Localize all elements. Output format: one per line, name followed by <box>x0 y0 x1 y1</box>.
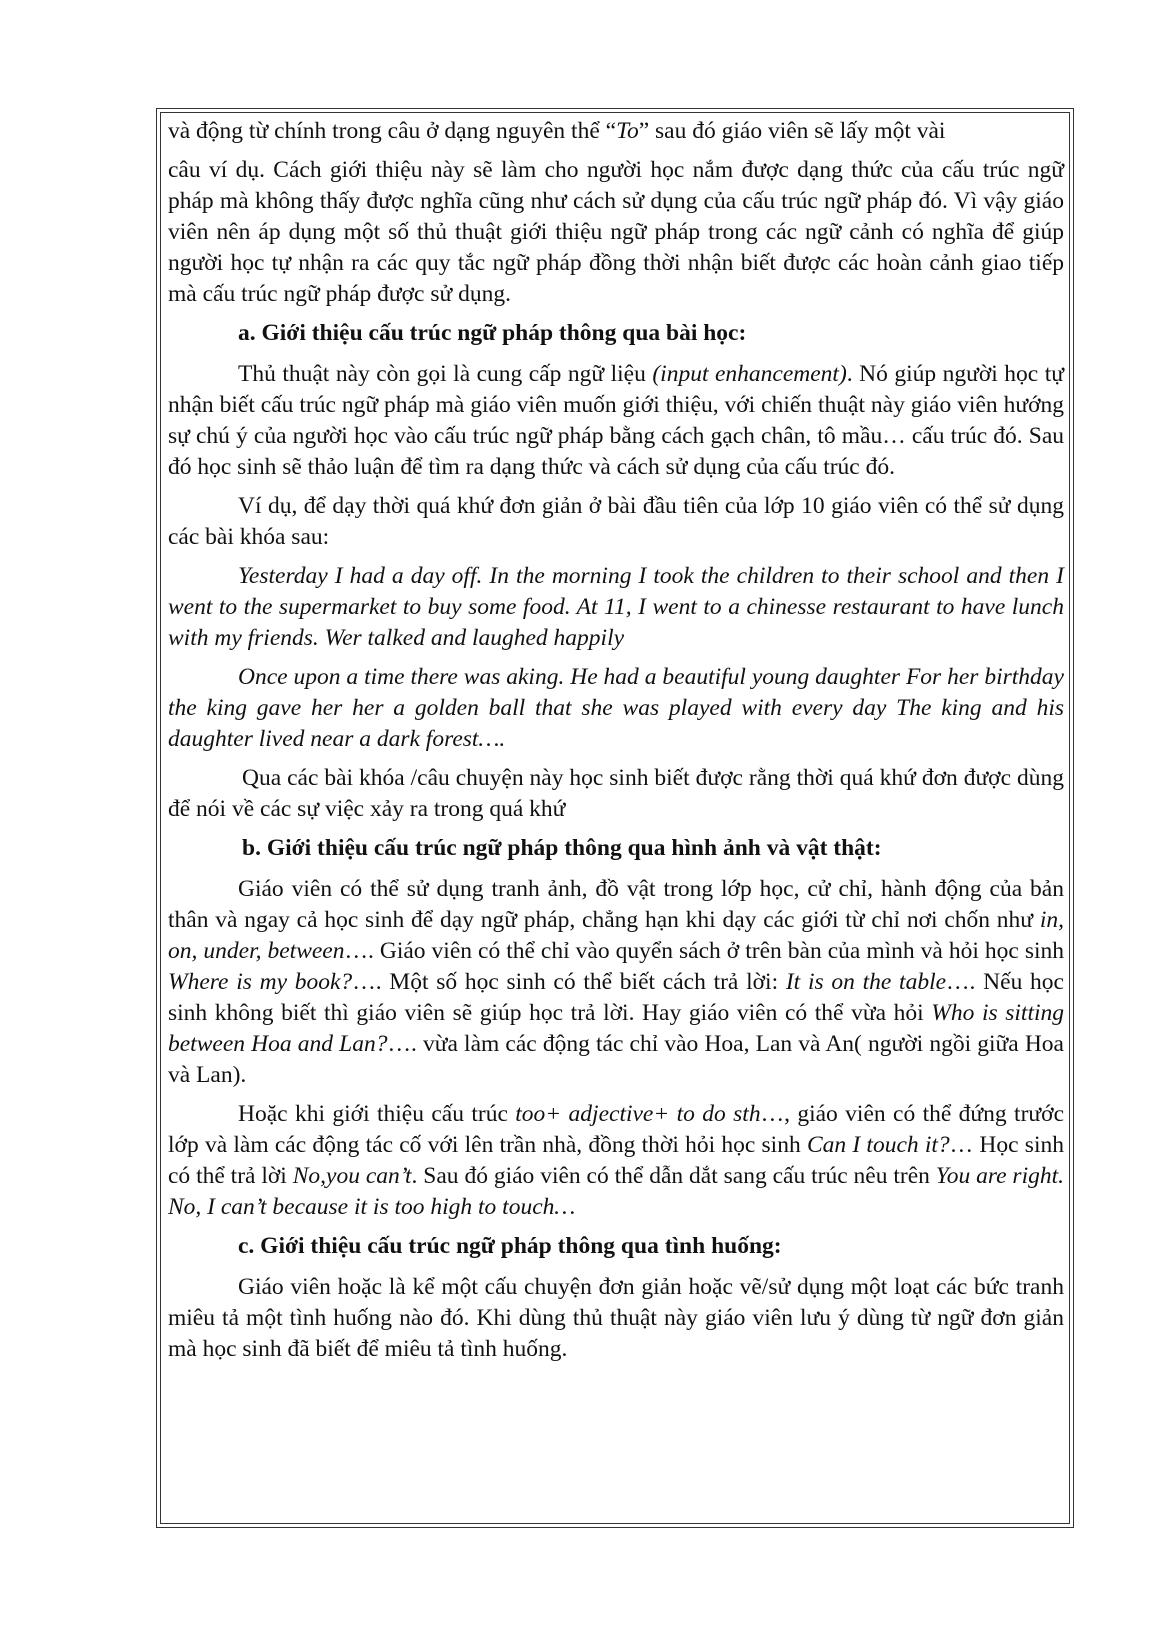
section-heading-a: a. Giới thiệu cấu trúc ngữ pháp thông qua bài học: <box>238 320 747 346</box>
paragraph-example-intro: Ví dụ, để dạy thời quá khứ đơn giản ở bài đầu tiên của lớp 10 giáo viên có thể sử dụng các bài khóa sau: <box>168 493 1064 550</box>
document-body <box>168 116 1064 1373</box>
example-text-2: Once upon a time there was aking. He had a beautiful young daughter For her birthday the king gave her her a golden ball that she was played with every day The king and his daughter lived near a dark forest…. <box>168 664 1064 752</box>
section-heading-b: b. Giới thiệu cấu trúc ngữ pháp thông qua hình ảnh và vật thật: <box>242 835 882 861</box>
example-text-1: Yesterday I had a day off. In the morning I took the children to their school and then I went to the supermarket to buy some food. At 11, I went to a chinesse restaurant to have lunch with my friends. Wer talked and laughed happily <box>168 563 1064 651</box>
paragraph-input-enhancement: Thủ thuật này còn gọi là cung cấp ngữ liệu (input enhancement). Nó giúp người học tự nhận biết cấu trúc ngữ pháp mà giáo viên muốn giới thiệu, với chiến thuật này giáo viên hướng sự chú ý của người học vào cấu trúc ngữ pháp bằng cách gạch chân, tô mầu… cấu trúc đó. Sau đó học sinh sẽ thảo luận để tìm ra dạng thức và cách sử dụng của cấu trúc đó. <box>168 361 1064 480</box>
paragraph-intro: câu ví dụ. Cách giới thiệu này sẽ làm cho người học nắm được dạng thức của cấu trúc ngữ pháp mà không thấy được nghĩa cũng như cách sử dụng của cấu trúc ngữ pháp đó. Vì vậy giáo viên nên áp dụng một số thủ thuật giới thiệu ngữ pháp trong các ngữ cảnh có nghĩa để giúp người học tự nhận ra các quy tắc ngữ pháp đồng thời nhận biết được các hoàn cảnh giao tiếp mà cấu trúc ngữ pháp được sử dụng. <box>168 157 1064 307</box>
paragraph-conclusion-a: Qua các bài khóa /câu chuyện này học sinh biết được rằng thời quá khứ đơn được dùng để nói về các sự việc xảy ra trong quá khứ <box>168 765 1064 822</box>
paragraph-visuals: Giáo viên có thể sử dụng tranh ảnh, đồ vật trong lớp học, cử chỉ, hành động của bản thân và ngay cả học sinh để dạy ngữ pháp, chẳng hạn khi dạy các giới từ chỉ nơi chốn như in, on, under, between…. Giáo viên có thể chỉ vào quyển sách ở trên bàn của mình và hỏi học sinh Where is my book?…. Một số học sinh có thể biết cách trả lời: It is on the table…. Nếu học sinh không biết thì giáo viên sẽ giúp học trả lời. Hay giáo viên có thể vừa hỏi Who is sitting between Hoa and Lan?…. vừa làm các động tác chỉ vào Hoa, Lan và An( người ngồi giữa Hoa và Lan). <box>168 876 1065 1088</box>
paragraph-too-adjective: Hoặc khi giới thiệu cấu trúc too+ adjective+ to do sth…, giáo viên có thể đứng trước lớp và làm các động tác cố với lên trần nhà, đồng thời hỏi học sinh Can I touch it?… Học sinh có thể trả lời No,you can’t. Sau đó giáo viên có thể dẫn dắt sang cấu trúc nêu trên You are right. No, I can’t because it is too high to touch… <box>168 1101 1065 1220</box>
paragraph-continuation: và động từ chính trong câu ở dạng nguyên thể “To” sau đó giáo viên sẽ lấy một vài <box>168 118 946 144</box>
section-heading-c: c. Giới thiệu cấu trúc ngữ pháp thông qua tình huống: <box>238 1233 782 1259</box>
paragraph-situation: Giáo viên hoặc là kể một cấu chuyện đơn giản hoặc vẽ/sử dụng một loạt các bức tranh miêu tả một tình huống nào đó. Khi dùng thủ thuật này giáo viên lưu ý dùng từ ngữ đơn giản mà học sinh đã biết để miêu tả tình huống. <box>168 1274 1064 1362</box>
